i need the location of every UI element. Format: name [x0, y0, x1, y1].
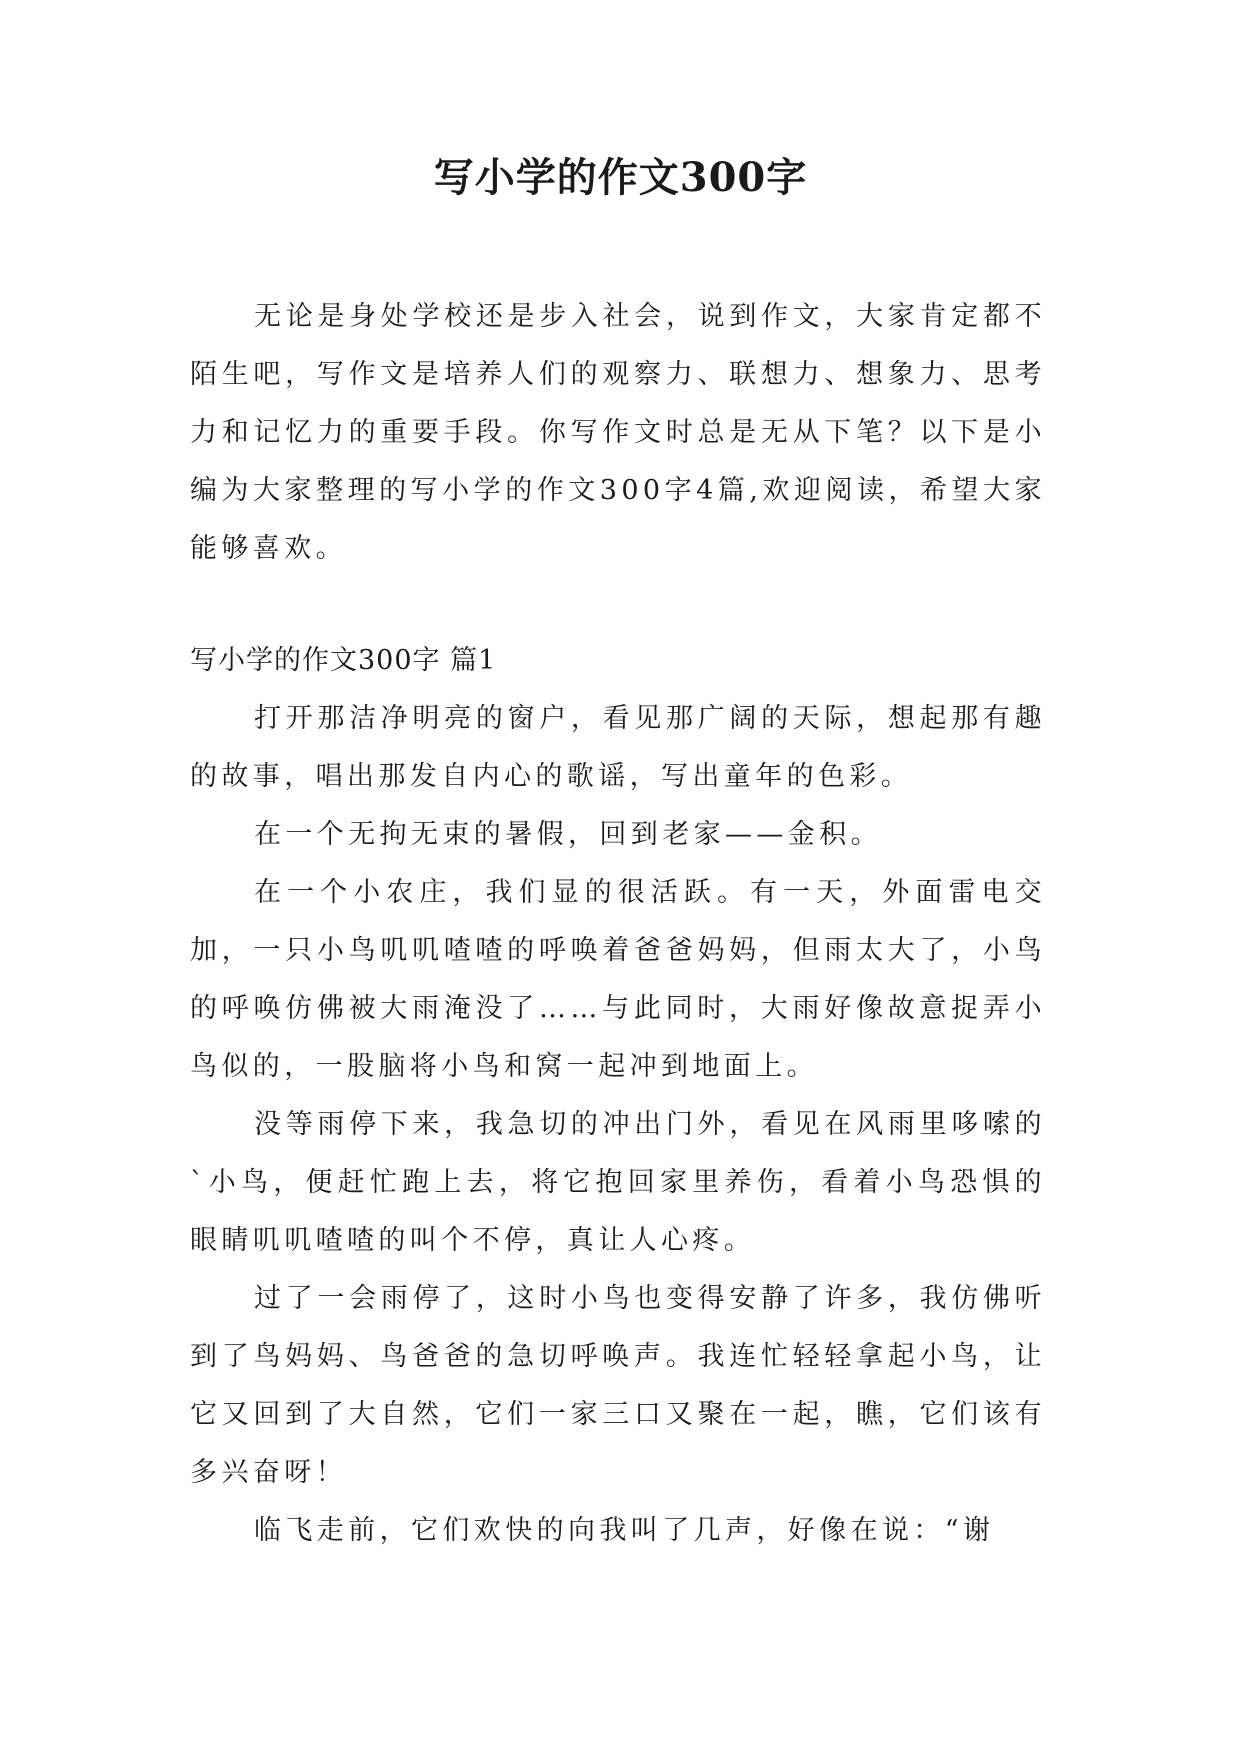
essay-paragraph-2: 在一个无拘无束的暑假，回到老家——金积。 — [254, 819, 882, 850]
essay-paragraph-4: 没等雨停下来，我急切的冲出门外，看见在风雨里哆嗦的`小鸟，便赶忙跑上去，将它抱回家里养伤，看着小鸟恐惧的眼睛叽叽喳喳的叫个不停，真让人心疼。 — [190, 1109, 1046, 1256]
essay-section-1 — [190, 632, 1046, 1560]
intro-block — [190, 288, 1046, 578]
intro-paragraph: 无论是身处学校还是步入社会，说到作文，大家肯定都不陌生吧，写作文是培养人们的观察力、联想力、想象力、思考力和记忆力的重要手段。你写作文时总是无从下笔？以下是小编为大家整理的写小学的作文300字4篇,欢迎阅读，希望大家能够喜欢。 — [190, 301, 1046, 564]
document-title: 写小学的作文300字 — [433, 154, 808, 201]
section-heading: 写小学的作文300字 篇1 — [190, 645, 497, 676]
essay-paragraph-1: 打开那洁净明亮的窗户，看见那广阔的天际，想起那有趣的故事，唱出那发自内心的歌谣，写出童年的色彩。 — [190, 703, 1046, 792]
essay-paragraph-5: 过了一会雨停了，这时小鸟也变得安静了许多，我仿佛听到了鸟妈妈、鸟爸爸的急切呼唤声。我连忙轻轻拿起小鸟，让它又回到了大自然，它们一家三口又聚在一起，瞧，它们该有多兴奋呀！ — [190, 1283, 1046, 1488]
essay-paragraph-3: 在一个小农庄，我们显的很活跃。有一天，外面雷电交加，一只小鸟叽叽喳喳的呼唤着爸爸妈妈，但雨太大了，小鸟的呼唤仿佛被大雨淹没了……与此同时，大雨好像故意捉弄小鸟似的，一股脑将小鸟和窝一起冲到地面上。 — [190, 877, 1046, 1082]
essay-paragraph-6: 临飞走前，它们欢快的向我叫了几声，好像在说：“谢 — [254, 1515, 995, 1546]
